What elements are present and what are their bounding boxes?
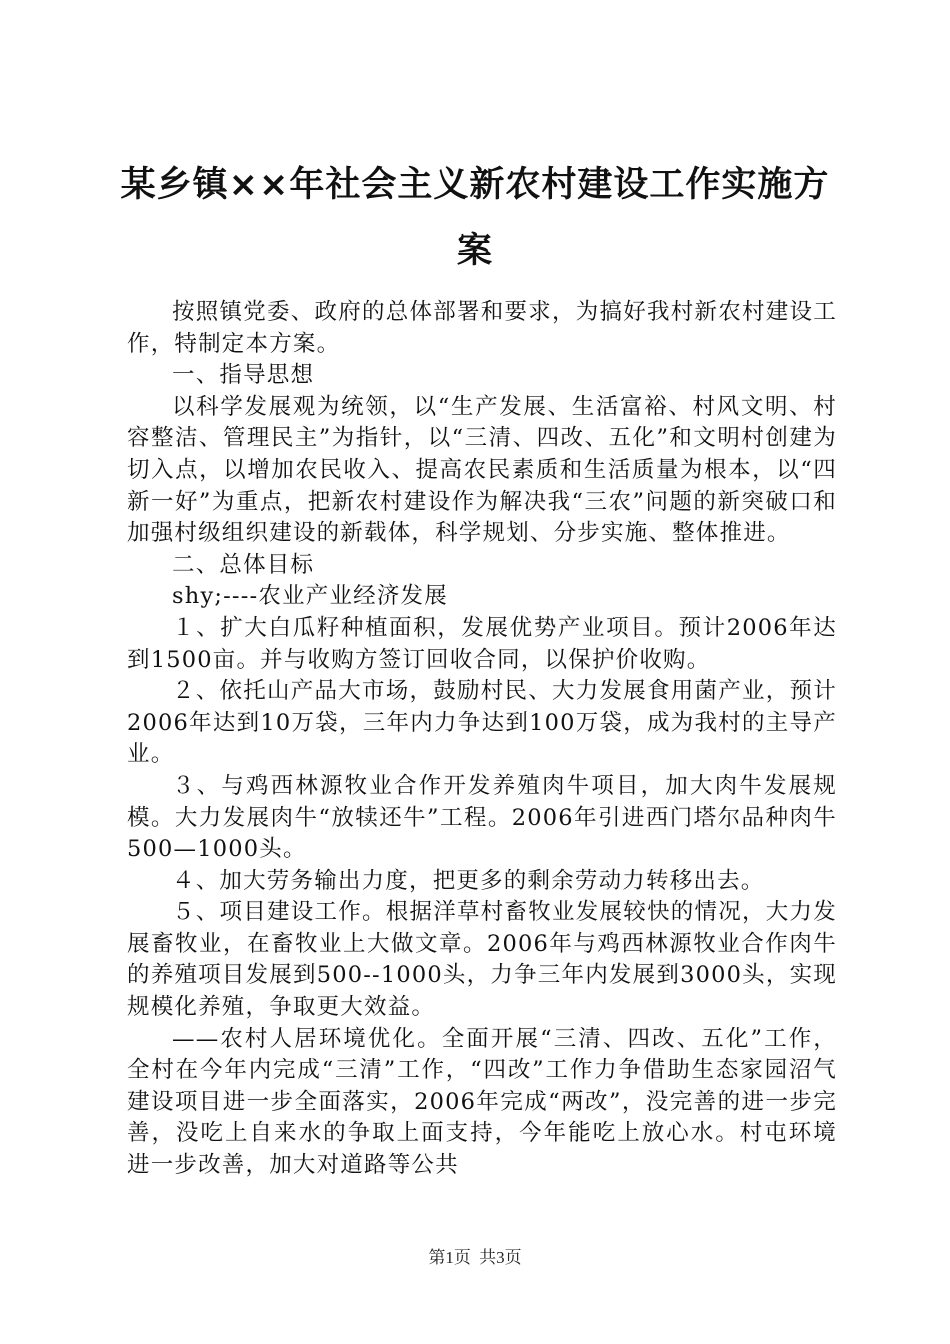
document-body: [127, 297, 837, 1182]
paragraph-item-4: ４、加大劳务输出力度，把更多的剩余劳动力转移出去。: [172, 867, 765, 894]
paragraph-item-5: ５、项目建设工作。根据洋草村畜牧业发展较快的情况，大力发展畜牧业，在畜牧业上大做文章。2006年与鸡西林源牧业合作肉牛的养殖项目发展到500--1000头，力争三年内发展到3000头，实现规模化养殖，争取更大效益。: [127, 899, 837, 1021]
paragraph-item-2: ２、依托山产品大市场，鼓励村民、大力发展食用菌产业，预计2006年达到10万袋，三年内力争达到100万袋，成为我村的主导产业。: [127, 678, 837, 768]
paragraph-guiding-ideology: 以科学发展观为统领，以“生产发展、生活富裕、村风文明、村容整洁、管理民主”为指针，以“三清、四改、五化”和文明村创建为切入点，以增加农民收入、提高农民素质和生活质量为根本，以“四新一好”为重点，把新农村建设作为解决我“三农”问题的新突破口和加强村级组织建设的新载体，科学规划、分步实施、整体推进。: [127, 393, 837, 547]
heading-overall-goals: 二、总体目标: [172, 551, 315, 578]
page-footer: [0, 1243, 950, 1268]
paragraph-intro: 按照镇党委、政府的总体部署和要求，为搞好我村新农村建设工作，特制定本方案。: [127, 299, 837, 357]
subheading-agriculture: shy;----农业产业经济发展: [172, 583, 448, 610]
paragraph-item-1: １、扩大白瓜籽种植面积，发展优势产业项目。预计2006年达到1500亩。并与收购方签订回收合同，以保护价收购。: [127, 614, 837, 673]
document-title: 某乡镇××年社会主义新农村建设工作实施方案: [120, 165, 830, 271]
page-total: 共3页: [479, 1248, 522, 1267]
heading-guiding-ideology: 一、指导思想: [172, 362, 315, 389]
paragraph-item-3: ３、与鸡西林源牧业合作开发养殖肉牛项目，加大肉牛发展规模。大力发展肉牛“放犊还牛”工程。2006年引进西门塔尔品种肉牛500—1000头。: [127, 772, 837, 863]
paragraph-environment: ——农村人居环境优化。全面开展“三清、四改、五化”工作，全村在今年内完成“三清”工作，“四改”工作力争借助生态家园沼气建设项目进一步全面落实，2006年完成“两改”，没完善的进一步完善，没吃上自来水的争取上面支持，今年能吃上放心水。村屯环境进一步改善，加大对道路等公共: [127, 1025, 837, 1179]
page-number: 第1页: [428, 1248, 471, 1267]
